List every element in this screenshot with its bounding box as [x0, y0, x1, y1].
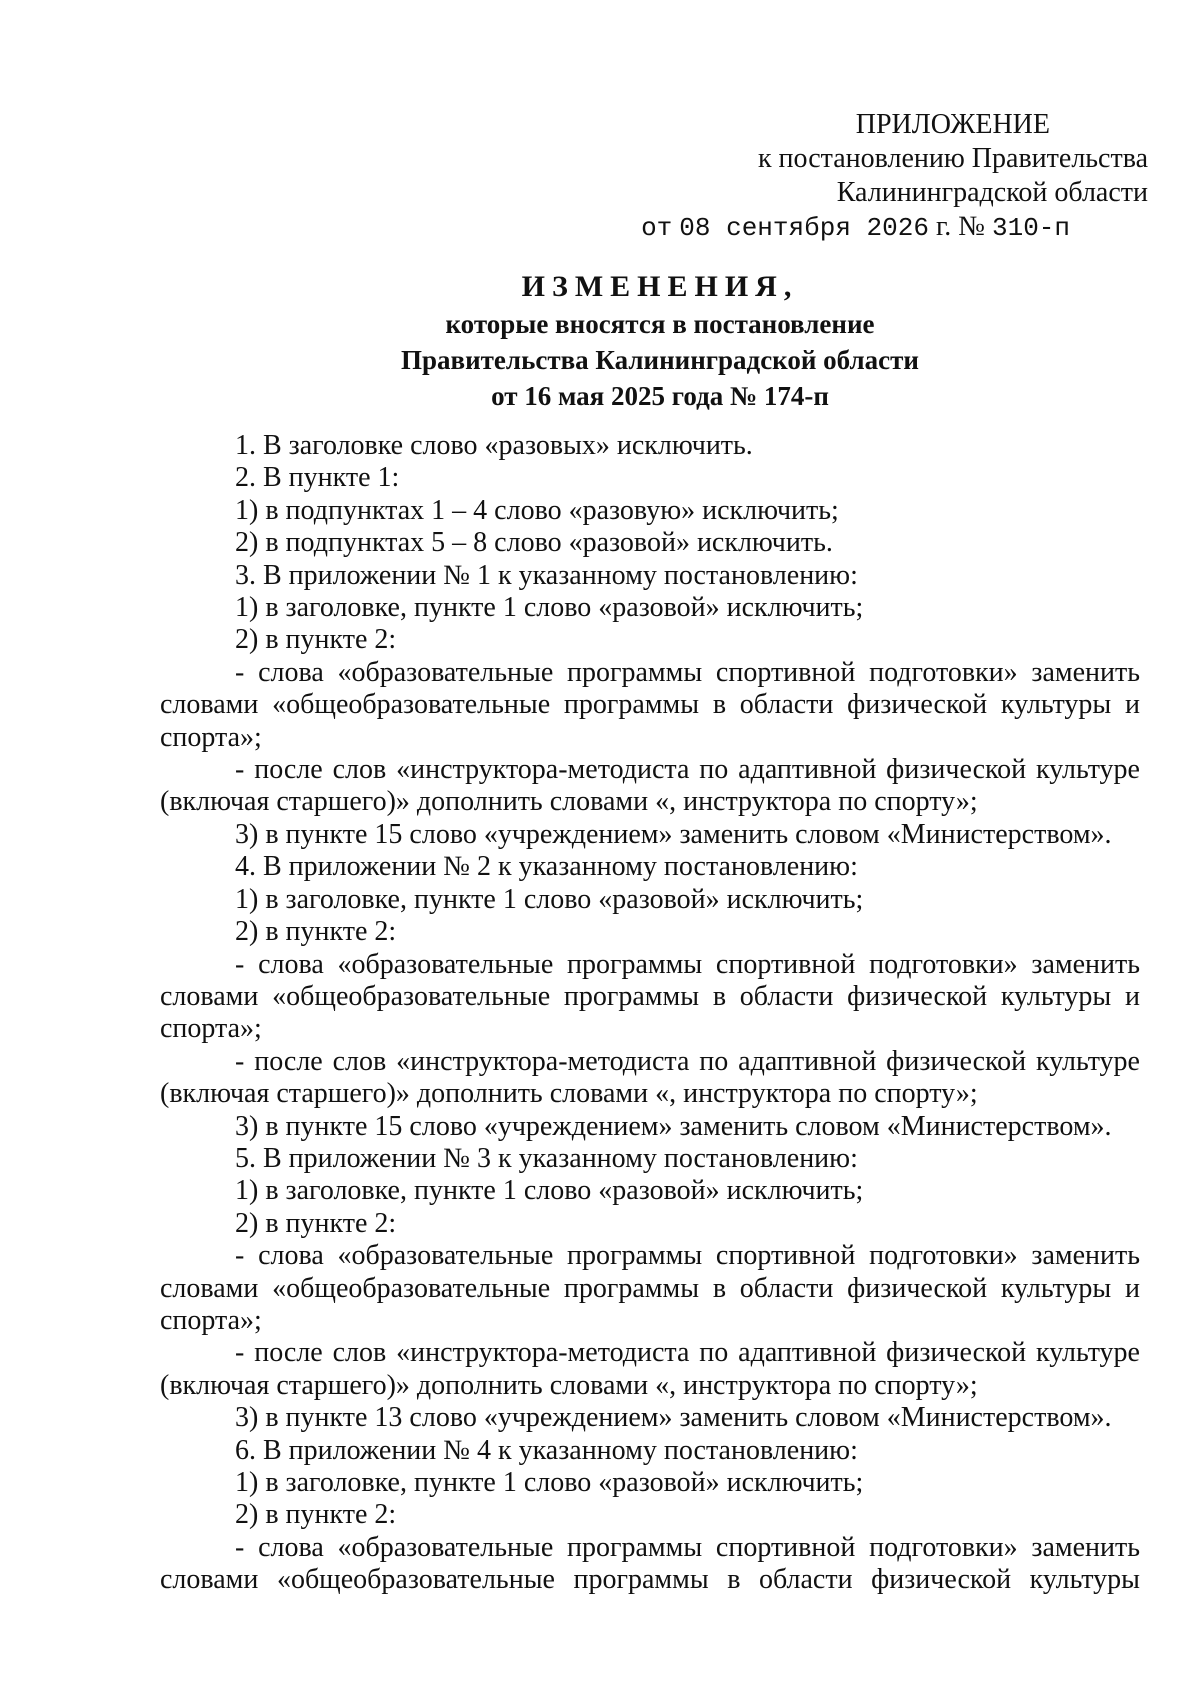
- body-item: 2) в пункте 2:: [235, 1207, 397, 1239]
- body-item: 6. В приложении № 4 к указанному постановлению:: [235, 1434, 858, 1466]
- number-value: 310-п: [991, 213, 1070, 243]
- body-item: 2) в пункте 2:: [235, 624, 397, 656]
- body-item: - после слов «инструктора-методиста по адаптивной физической культуре (включая старшего)» дополнить словами «, инструктора по спорту»;: [160, 754, 1140, 818]
- heading-title: ИЗМЕНЕНИЯ,: [521, 270, 799, 303]
- body-item: - слова «образовательные программы спортивной подготовки» заменить словами «общеобразовательные программы в области физической культуры и спорта»;: [160, 656, 1140, 753]
- appendix-line-1: к постановлению Правительства: [757, 143, 1148, 174]
- body-item: 1. В заголовке слово «разовых» исключить.: [235, 430, 753, 461]
- heading-line-3: от 16 мая 2025 года № 174-п: [491, 381, 829, 411]
- body-item: 2. В пункте 1:: [235, 462, 400, 494]
- document-heading: [0, 268, 1200, 414]
- heading-line-2: Правительства Калининградской области: [401, 345, 919, 375]
- body-item: 3) в пункте 15 слово «учреждением» заменить словом «Министерством».: [235, 818, 1112, 850]
- body-item: 4. В приложении № 2 к указанному постановлению:: [235, 851, 858, 883]
- body-item: 1) в заголовке, пункте 1 слово «разовой» исключить;: [235, 1467, 864, 1498]
- body-item: - слова «образовательные программы спортивной подготовки» заменить словами «общеобразовательные программы в области физической культуры и спорта»;: [160, 948, 1140, 1045]
- body-item: - после слов «инструктора-методиста по адаптивной физической культуре (включая старшего)» дополнить словами «, инструктора по спорту»;: [160, 1045, 1140, 1110]
- body-item: 1) в заголовке, пункте 1 слово «разовой» исключить;: [235, 592, 864, 624]
- date-mid: г. №: [935, 211, 985, 242]
- body-item: 1) в заголовке, пункте 1 слово «разовой» исключить;: [235, 883, 864, 915]
- body-item: 2) в пункте 2:: [235, 1499, 397, 1531]
- appendix-block: [548, 108, 1148, 245]
- body-item: 1) в заголовке, пункте 1 слово «разовой» исключить;: [235, 1175, 864, 1207]
- appendix-label: ПРИЛОЖЕНИЕ: [855, 109, 1050, 140]
- date-prefix: от: [641, 213, 673, 243]
- body-item: 5. В приложении № 3 к указанному постановлению:: [235, 1142, 858, 1174]
- heading-line-1: которые вносятся в постановление: [445, 309, 875, 339]
- body-item: 2) в подпунктах 5 – 8 слово «разовой» исключить.: [235, 527, 833, 559]
- body-item: 1) в подпунктах 1 – 4 слово «разовую» исключить;: [235, 494, 839, 526]
- body-item: - после слов «инструктора-методиста по адаптивной физической культуре (включая старшего)» дополнить словами «, инструктора по спорту»;: [160, 1337, 1140, 1401]
- body-item: 2) в пункте 2:: [235, 916, 397, 948]
- document-body: [160, 430, 1140, 1597]
- date-value: 08 сентября 2026: [679, 213, 929, 243]
- body-item: 3) в пункте 13 слово «учреждением» заменить словом «Министерством».: [235, 1402, 1112, 1434]
- appendix-date-line: [548, 210, 1148, 245]
- body-item: 3. В приложении № 1 к указанному постановлению:: [235, 559, 858, 591]
- body-item: - слова «образовательные программы спортивной подготовки» заменить словами «общеобразовательные программы в области физической культуры и спорта»;: [160, 1240, 1140, 1336]
- body-item: - слова «образовательные программы спортивной подготовки» заменить словами «общеобразовательные программы в области физической культуры: [160, 1531, 1140, 1596]
- appendix-label-line: [548, 108, 1148, 142]
- body-item: 3) в пункте 15 слово «учреждением» заменить словом «Министерством».: [235, 1110, 1112, 1142]
- appendix-line-2: Калининградской области: [836, 177, 1148, 208]
